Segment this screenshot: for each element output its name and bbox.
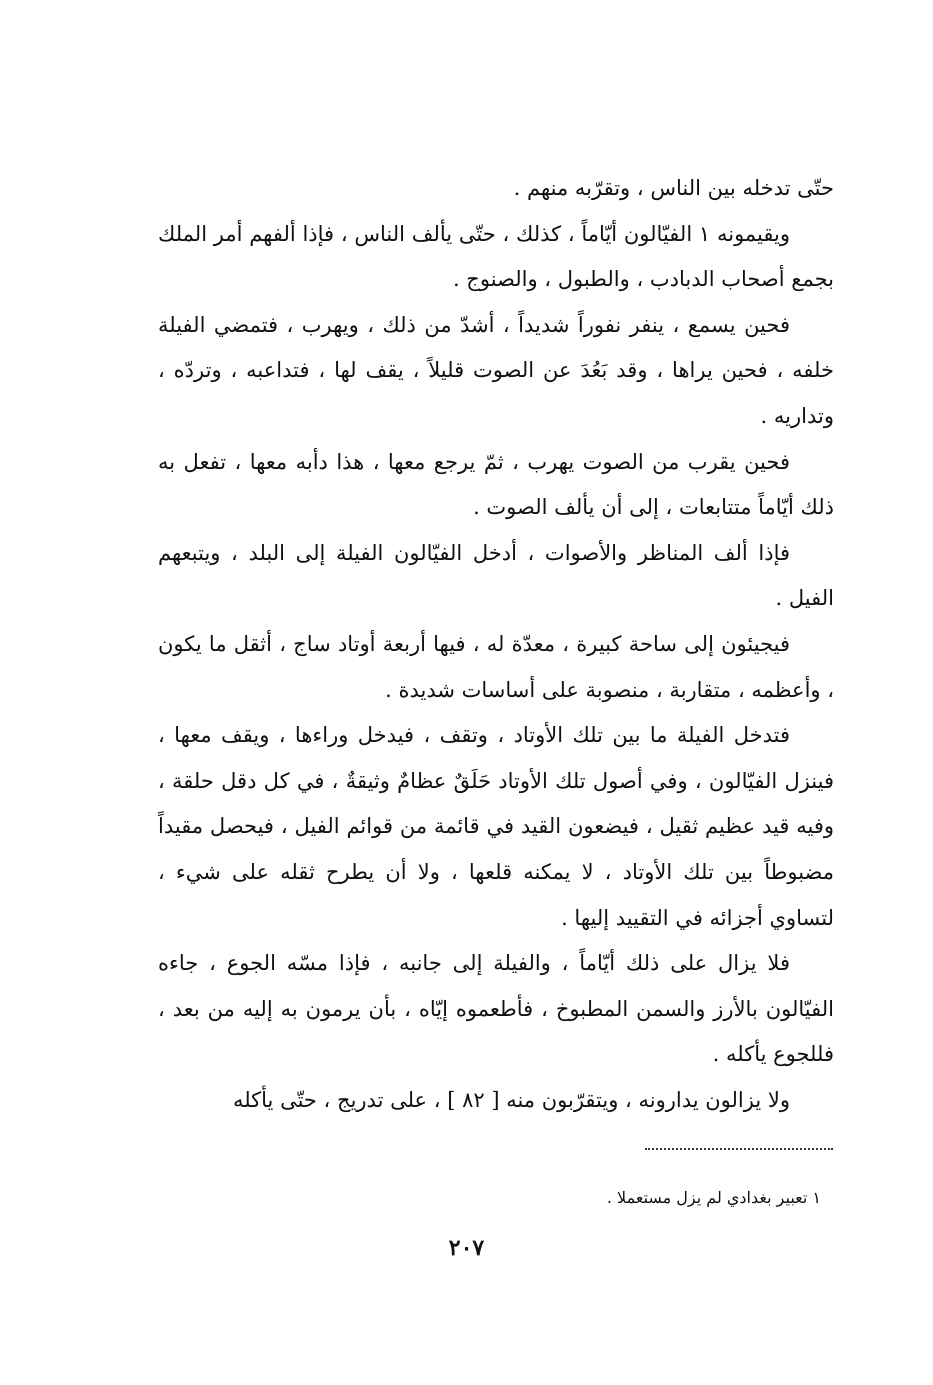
paragraph-3: فحين يسمع ، ينفر نفوراً شديداً ، أشدّ من ذلك ، ويهرب ، فتمضي الفيلة خلفه ، فحين يراها ، وقد بَعُدَ عن الصوت قليلاً ، يقف لها ، فتداعبه ، وتردّه ، وتداريه .: [158, 312, 834, 428]
main-text: [158, 166, 834, 1123]
page-number: ٢٠٧: [448, 1235, 485, 1261]
paragraph-6: فيجيئون إلى ساحة كبيرة ، معدّة له ، فيها أربعة أوتاد ساج ، أثقل ما يكون ، وأعظمه ، متقاربة ، منصوبة على أساسات شديدة .: [158, 631, 834, 702]
footnote: ١ تعبير بغدادي لم يزل مستعملا .: [606, 1188, 821, 1207]
paragraph-1: حتّى تدخله بين الناس ، وتقرّبه منهم .: [513, 176, 834, 200]
paragraph-9: ولا يزالون يدارونه ، ويتقرّبون منه [ ٨٢ ] ، على تدريج ، حتّى يأكله: [232, 1087, 790, 1112]
paragraph-4: فحين يقرب من الصوت يهرب ، ثمّ يرجع معها ، هذا دأبه معها ، تفعل به ذلك أيّاماً متتابعات ، إلى أن يألف الصوت .: [158, 449, 834, 520]
paragraph-5: فإذا ألف المناظر والأصوات ، أدخل الفيّالون الفيلة إلى البلد ، ويتبعهم الفيل .: [158, 540, 834, 611]
paragraph-8: فلا يزال على ذلك أيّاماً ، والفيلة إلى جانبه ، فإذا مسّه الجوع ، جاءه الفيّالون بالأرز والسمن المطبوخ ، فأطعموه إيّاه ، بأن يرمون به إليه من بعد ، فللجوع يأكله .: [158, 951, 834, 1067]
paragraph-7: فتدخل الفيلة ما بين تلك الأوتاد ، وتقف ، فيدخل وراءها ، ويقف معها ، فينزل الفيّالون ، وفي أصول تلك الأوتاد حَلَقٌ عظامٌ وثيقةٌ ، في كل دقل حلقة ، وفيه قيد عظيم ثقيل ، فيضعون القيد في قائمة من قوائم الفيل ، فيحصل مقيداً مضبوطاً بين تلك الأوتاد ، لا يمكنه قلعها ، ولا أن يطرح ثقله على شيء ، لتساوي أجزائه في التقييد إليها .: [158, 723, 834, 930]
paragraph-2: ويقيمونه ١ الفيّالون أيّاماً ، كذلك ، حتّى يألف الناس ، فإذا ألفهم أمر الملك بجمع أصحاب الدبادب ، والطبول ، والصنوج .: [158, 221, 834, 292]
footnote-separator: [645, 1148, 833, 1150]
